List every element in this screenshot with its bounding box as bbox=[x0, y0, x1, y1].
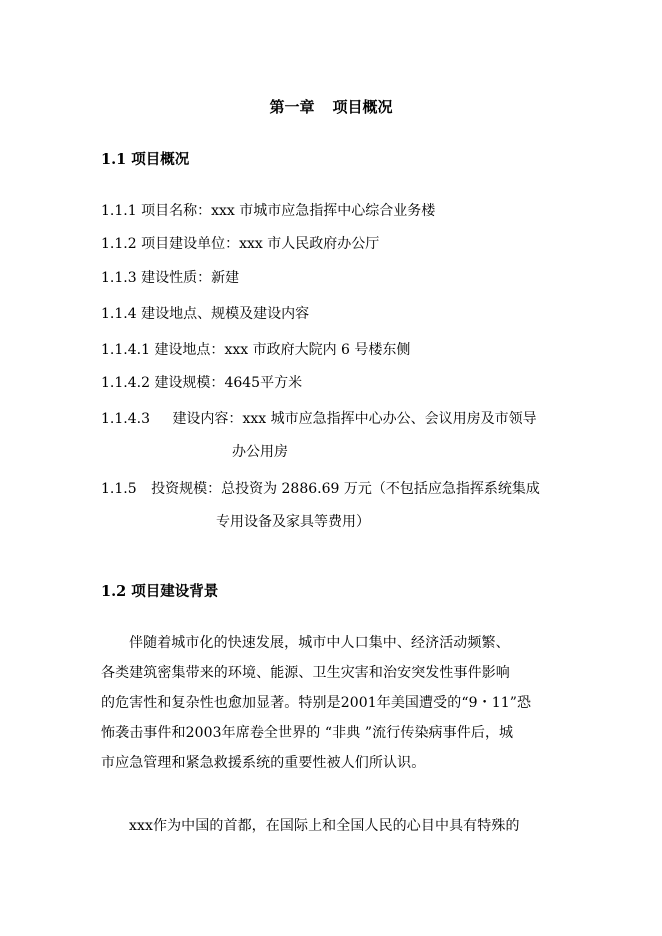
section-number: 1.2 bbox=[101, 583, 127, 600]
paragraph-line: 各类建筑密集带来的环境、能源、卫生灾害和治安突发性事件影响 bbox=[101, 665, 510, 681]
paragraph-line: 伴随着城市化的快速发展，城市中人口集中、经济活动频繁、 bbox=[129, 635, 510, 651]
item-value: 总投资为 2886.69 万元（不包括应急指挥系统集成 bbox=[221, 481, 540, 497]
item-1-1-5-continued: 专用设备及家具等费用） bbox=[216, 514, 370, 530]
item-number: 1.1.4 bbox=[101, 306, 137, 322]
section-title: 项目建设背景 bbox=[131, 583, 219, 600]
paragraph-line: 市应急管理和紧急救援系统的重要性被人们所认识。 bbox=[101, 755, 426, 771]
paragraph-background-2 bbox=[101, 811, 571, 841]
item-1-1-4-2 bbox=[101, 373, 302, 393]
item-1-1-1 bbox=[101, 201, 435, 221]
paragraph-line: 的危害性和复杂性也愈加显著。特别是2001年美国遭受的“9・11”恐 bbox=[101, 695, 532, 711]
paragraph-background-1 bbox=[101, 628, 571, 778]
chapter-title bbox=[0, 96, 662, 118]
item-1-1-4-3-continued: 办公用房 bbox=[232, 444, 288, 460]
item-label: 项目名称： bbox=[141, 203, 212, 219]
item-number: 1.1.4.1 bbox=[101, 342, 150, 358]
item-1-1-4 bbox=[101, 304, 309, 324]
item-label: 投资规模： bbox=[151, 481, 222, 497]
item-value: xxx 城市应急指挥中心办公、会议用房及市领导 bbox=[242, 411, 537, 427]
item-value: xxx 市人民政府办公厅 bbox=[239, 236, 380, 252]
section-number: 1.1 bbox=[101, 151, 127, 168]
item-value: xxx 市城市应急指挥中心综合业务楼 bbox=[211, 203, 436, 219]
item-1-1-4-3 bbox=[101, 409, 537, 429]
section-heading-1-1 bbox=[101, 149, 189, 171]
item-1-1-3 bbox=[101, 268, 239, 288]
item-number: 1.1.2 bbox=[101, 236, 137, 252]
item-number: 1.1.4.3 bbox=[101, 411, 150, 427]
item-value: xxx 市政府大院内 6 号楼东侧 bbox=[224, 342, 411, 358]
item-label: 建设规模： bbox=[154, 375, 225, 391]
item-label: 建设性质： bbox=[141, 270, 212, 286]
item-value: 4645平方米 bbox=[224, 375, 303, 391]
chapter-name: 项目概况 bbox=[332, 98, 393, 116]
item-number: 1.1.5 bbox=[101, 481, 137, 497]
item-label: 建设地点、规模及建设内容 bbox=[141, 306, 310, 322]
paragraph-line: xxx作为中国的首都，在国际上和全国人民的心目中具有特殊的 bbox=[129, 818, 520, 834]
item-label: 建设内容： bbox=[172, 411, 243, 427]
chapter-number: 第一章 bbox=[269, 98, 315, 116]
section-heading-1-2 bbox=[101, 581, 218, 603]
item-1-1-4-1 bbox=[101, 340, 410, 360]
item-number: 1.1.4.2 bbox=[101, 375, 150, 391]
section-title: 项目概况 bbox=[131, 151, 190, 168]
item-1-1-5 bbox=[101, 479, 540, 499]
item-1-1-2 bbox=[101, 234, 379, 254]
item-label: 项目建设单位： bbox=[141, 236, 240, 252]
item-label: 建设地点： bbox=[154, 342, 225, 358]
paragraph-line: 怖袭击事件和2003年席卷全世界的 “非典 ”流行传染病事件后，城 bbox=[101, 725, 514, 741]
item-number: 1.1.3 bbox=[101, 270, 137, 286]
item-number: 1.1.1 bbox=[101, 203, 137, 219]
item-value: 新建 bbox=[211, 270, 240, 286]
